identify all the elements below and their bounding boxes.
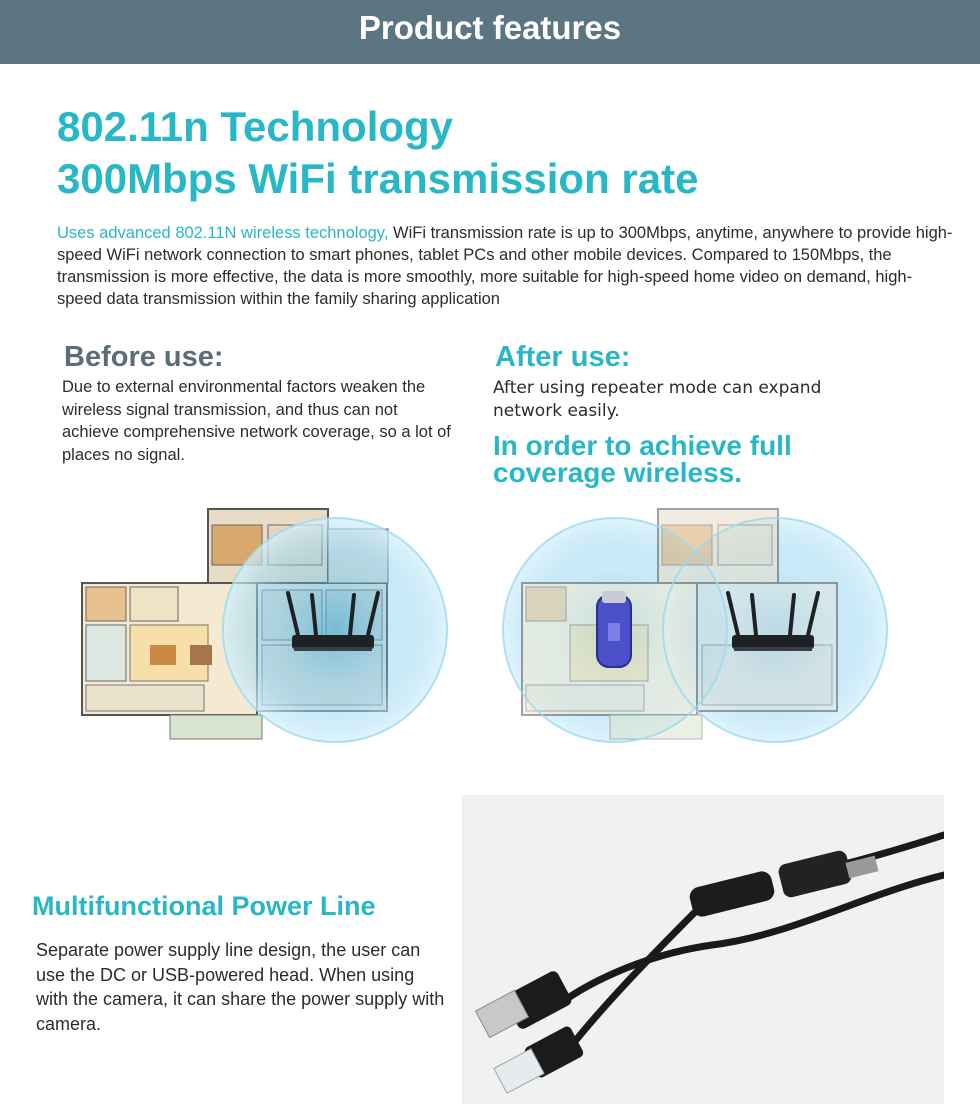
wifi-repeater-icon: [597, 591, 631, 667]
intro-accent-text: Uses advanced 802.11N wireless technology,: [57, 224, 389, 242]
power-cable-photo: [462, 795, 944, 1104]
features-banner: [0, 0, 980, 64]
after-coverage-diagram: [490, 495, 950, 765]
before-use-description: Due to external environmental factors weaken the wireless signal transmission, and thus can not achieve comprehensive network coverage, so a lot of places no signal.: [62, 378, 451, 464]
banner-title: Product features: [358, 9, 622, 46]
intro-body-text: WiFi transmission rate is up to 300Mbps, anytime, anywhere to provide high-speed WiFi network connection to smart phones, tablet PCs and other mobile devices. Compared to 150Mbps, the transmission is more effective, the data is more smoothly, more suitable for high-speed home video on demand, high-speed data transmission within the family sharing application: [57, 224, 953, 308]
intro-paragraph: [57, 222, 957, 310]
power-line-description: Separate power supply line design, the user can use the DC or USB-powered head. When using with the camera, it can share the power supply with camera.: [36, 940, 445, 1034]
headline-technology: 802.11n Technology: [57, 103, 454, 150]
after-use-description: After using repeater mode can expand network easily.: [493, 378, 822, 421]
after-use-highlight: In order to achieve full coverage wireless.: [493, 430, 792, 488]
router-signal-coverage: [223, 518, 447, 742]
after-use-title: After use:: [495, 341, 631, 373]
headline-transmission-rate: 300Mbps WiFi transmission rate: [57, 155, 699, 202]
before-coverage-diagram: [50, 495, 470, 765]
before-use-title: Before use:: [64, 341, 224, 373]
power-line-title: Multifunctional Power Line: [32, 891, 376, 921]
